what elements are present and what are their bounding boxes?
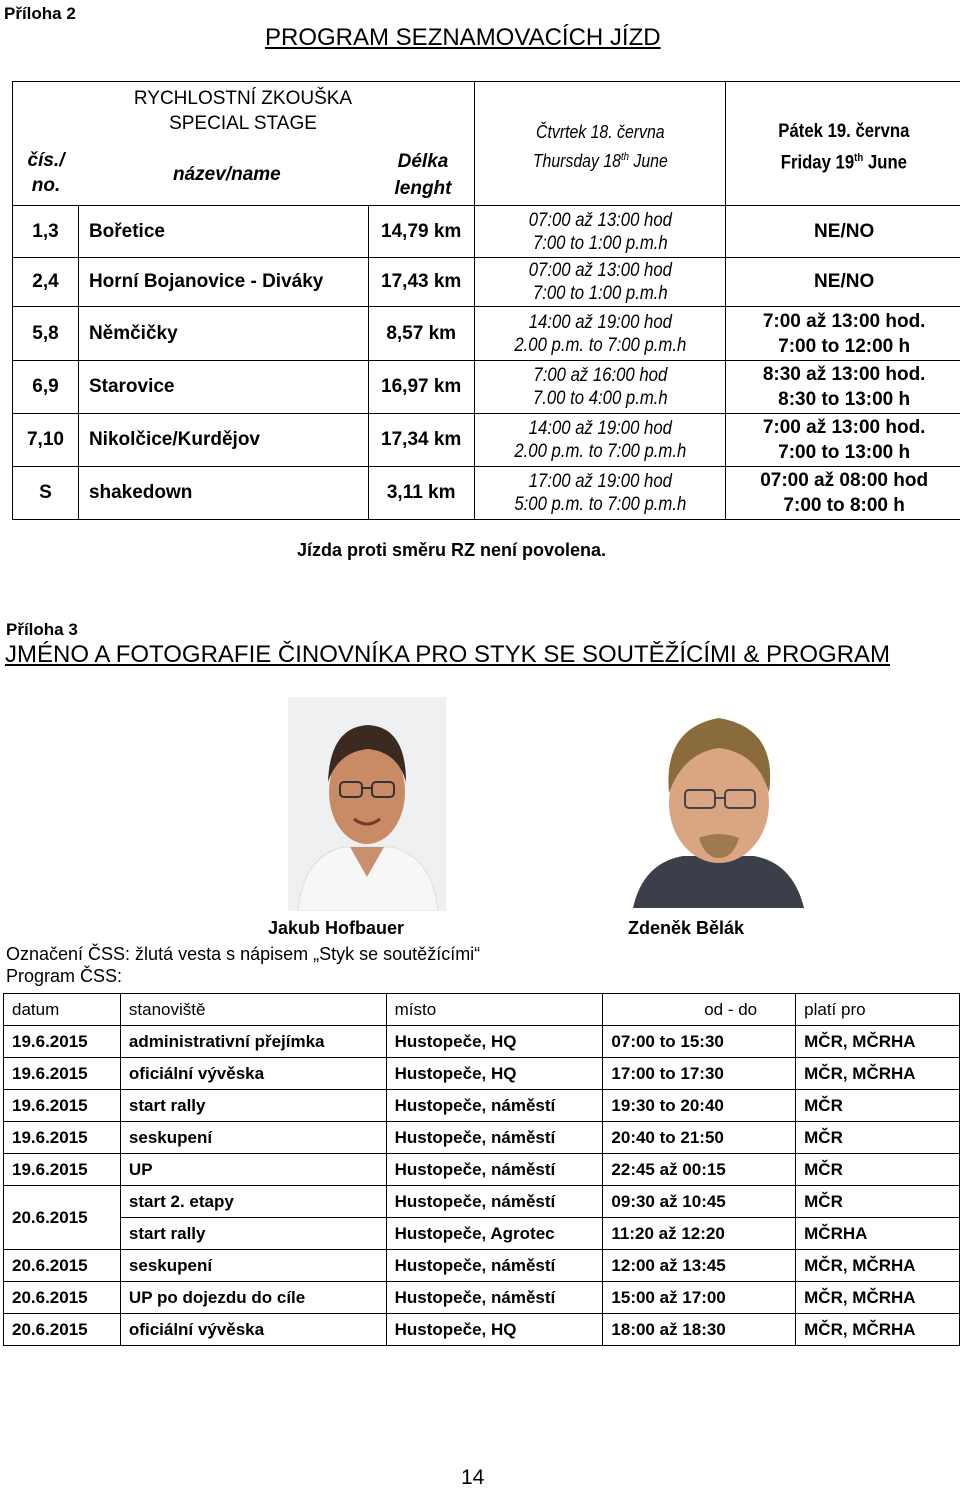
program-row	[4, 1122, 960, 1154]
stage-row	[13, 414, 960, 467]
program-place: Hustopeče, náměstí	[386, 1090, 603, 1122]
program-station: seskupení	[120, 1250, 386, 1282]
stage-name: shakedown	[78, 467, 368, 520]
stage-no: 1,3	[13, 206, 79, 258]
stage-name: Horní Bojanovice - Diváky	[78, 258, 368, 307]
stage-length: 8,57 km	[368, 307, 474, 361]
program-place: Hustopeče, náměstí	[386, 1154, 603, 1186]
program-time: 09:30 až 10:45	[603, 1186, 796, 1218]
stage-name: Němčičky	[78, 307, 368, 361]
stage-no: S	[13, 467, 79, 520]
stage-no: 5,8	[13, 307, 79, 361]
program-place: Hustopeče, náměstí	[386, 1250, 603, 1282]
stage-friday-time: 7:00 až 13:00 hod. 7:00 to 12:00 h	[726, 307, 960, 361]
stage-length: 17,43 km	[368, 258, 474, 307]
program-valid-for: MČRHA	[796, 1218, 960, 1250]
program-station: seskupení	[120, 1122, 386, 1154]
person-name-2: Zdeněk Bělák	[628, 918, 745, 938]
program-valid-for: MČR	[796, 1122, 960, 1154]
program-date: 20.6.2015	[4, 1250, 121, 1282]
program-header-row	[4, 994, 960, 1026]
stage-thursday-time: 07:00 až 13:00 hod 7:00 to 1:00 p.m.h	[528, 209, 672, 254]
program-valid-for: MČR, MČRHA	[796, 1282, 960, 1314]
program-table	[3, 993, 960, 1346]
program-row	[4, 1218, 960, 1250]
photo-jakub-hofbauer	[288, 697, 446, 911]
stage-thursday-time: 07:00 až 13:00 hod 7:00 to 1:00 p.m.h	[528, 260, 672, 304]
program-time: 19:30 to 20:40	[603, 1090, 796, 1122]
program-station: start 2. etapy	[120, 1186, 386, 1218]
stage-length: 17,34 km	[368, 414, 474, 467]
person-name-1: Jakub Hofbauer	[268, 918, 405, 938]
program-date: 19.6.2015	[4, 1026, 121, 1058]
col-header-thursday: Čtvrtek 18. června Thursday 18th June	[474, 82, 726, 206]
program-valid-for: MČR, MČRHA	[796, 1058, 960, 1090]
program-row	[4, 1026, 960, 1058]
program-date: 19.6.2015	[4, 1154, 121, 1186]
program-row	[4, 1058, 960, 1090]
col-header-place: místo	[386, 994, 603, 1026]
stage-friday-time: 7:00 až 13:00 hod. 7:00 to 13:00 h	[726, 414, 960, 467]
program-row	[4, 1154, 960, 1186]
program-date: 19.6.2015	[4, 1090, 121, 1122]
program-station: start rally	[120, 1218, 386, 1250]
program-date: 19.6.2015	[4, 1122, 121, 1154]
col-header-station: stanoviště	[120, 994, 386, 1026]
program-station: start rally	[120, 1090, 386, 1122]
stage-name: Starovice	[78, 361, 368, 414]
program-time: 15:00 až 17:00	[603, 1282, 796, 1314]
program-row	[4, 1250, 960, 1282]
stage-header-left	[13, 82, 475, 206]
annex3-title: JMÉNO A FOTOGRAFIE ČINOVNÍKA PRO STYK SE SOUTĚŽÍCÍMI & PROGRAM	[5, 641, 891, 668]
stage-friday-time: 8:30 až 13:00 hod. 8:30 to 13:00 h	[726, 361, 960, 414]
stage-row	[13, 361, 960, 414]
program-place: Hustopeče, náměstí	[386, 1186, 603, 1218]
program-valid-for: MČR, MČRHA	[796, 1314, 960, 1346]
stage-friday-time: NE/NO	[726, 258, 960, 307]
stage-header-title-1: RYCHLOSTNÍ ZKOUŠKA	[133, 88, 353, 109]
program-time: 07:00 to 15:30	[603, 1026, 796, 1058]
program-place: Hustopeče, HQ	[386, 1058, 603, 1090]
program-time: 22:45 až 00:15	[603, 1154, 796, 1186]
page-number: 14	[461, 1466, 485, 1489]
marking-text: Označení ČSS: žlutá vesta s nápisem „Styk se soutěžícími“	[6, 944, 481, 964]
program-row	[4, 1282, 960, 1314]
program-row	[4, 1314, 960, 1346]
stage-length: 16,97 km	[368, 361, 474, 414]
program-valid-for: MČR, MČRHA	[796, 1250, 960, 1282]
program-time: 12:00 až 13:45	[603, 1250, 796, 1282]
program-time: 17:00 to 17:30	[603, 1058, 796, 1090]
program-time: 11:20 až 12:20	[603, 1218, 796, 1250]
stage-thursday-time: 14:00 až 19:00 hod 2.00 p.m. to 7:00 p.m.h	[513, 311, 686, 356]
program-station: oficiální vývěska	[120, 1314, 386, 1346]
program-date: 20.6.2015	[4, 1314, 121, 1346]
program-valid-for: MČR, MČRHA	[796, 1026, 960, 1058]
col-header-time: od - do	[603, 994, 796, 1026]
stage-length: 14,79 km	[368, 206, 474, 258]
program-station: UP po dojezdu do cíle	[120, 1282, 386, 1314]
photo-zdenek-belak	[633, 698, 804, 908]
col-header-name: název/name	[173, 164, 281, 185]
stage-row	[13, 467, 960, 520]
program-place: Hustopeče, náměstí	[386, 1282, 603, 1314]
col-header-no: čís./ no.	[27, 150, 65, 196]
stage-header-title-2: SPECIAL STAGE	[169, 113, 317, 134]
stage-no: 6,9	[13, 361, 79, 414]
stage-row	[13, 206, 960, 258]
stage-no: 2,4	[13, 258, 79, 307]
program-place: Hustopeče, náměstí	[386, 1122, 603, 1154]
stage-name: Nikolčice/Kurdějov	[78, 414, 368, 467]
stage-no: 7,10	[13, 414, 79, 467]
program-valid-for: MČR	[796, 1154, 960, 1186]
program-station: administrativní přejímka	[120, 1026, 386, 1058]
annex2-label: Příloha 2	[4, 4, 76, 23]
stage-name: Bořetice	[78, 206, 368, 258]
no-reverse-note: Jízda proti směru RZ není povolena.	[297, 540, 607, 560]
stage-header-row	[13, 82, 960, 206]
program-place: Hustopeče, HQ	[386, 1026, 603, 1058]
program-time: 18:00 až 18:30	[603, 1314, 796, 1346]
stage-table	[12, 81, 960, 520]
col-header-valid-for: platí pro	[796, 994, 960, 1026]
program-time: 20:40 to 21:50	[603, 1122, 796, 1154]
program-place: Hustopeče, Agrotec	[386, 1218, 603, 1250]
col-header-date: datum	[4, 994, 121, 1026]
program-valid-for: MČR	[796, 1186, 960, 1218]
program-station: oficiální vývěska	[120, 1058, 386, 1090]
program-place: Hustopeče, HQ	[386, 1314, 603, 1346]
program-date: 20.6.2015	[4, 1186, 121, 1250]
program-row	[4, 1090, 960, 1122]
col-header-length: Délka lenght	[394, 151, 452, 199]
stage-row	[13, 307, 960, 361]
program-row	[4, 1186, 960, 1218]
stage-thursday-time: 17:00 až 19:00 hod 5:00 p.m. to 7:00 p.m.h	[513, 471, 686, 515]
stage-friday-time: 07:00 až 08:00 hod 7:00 to 8:00 h	[726, 467, 960, 520]
stage-row	[13, 258, 960, 307]
annex3-label: Příloha 3	[6, 620, 78, 639]
stage-thursday-time: 14:00 až 19:00 hod 2.00 p.m. to 7:00 p.m.h	[513, 418, 686, 462]
stage-friday-time: NE/NO	[726, 206, 960, 258]
program-date: 20.6.2015	[4, 1282, 121, 1314]
program-label: Program ČSS:	[6, 966, 123, 986]
program-valid-for: MČR	[796, 1090, 960, 1122]
program-station: UP	[120, 1154, 386, 1186]
stage-length: 3,11 km	[368, 467, 474, 520]
annex2-title: PROGRAM SEZNAMOVACÍCH JÍZD	[265, 24, 661, 51]
stage-thursday-time: 7:00 až 16:00 hod 7.00 to 4:00 p.m.h	[532, 365, 668, 409]
col-header-friday: Pátek 19. června Friday 19th June	[726, 82, 960, 206]
program-date: 19.6.2015	[4, 1058, 121, 1090]
